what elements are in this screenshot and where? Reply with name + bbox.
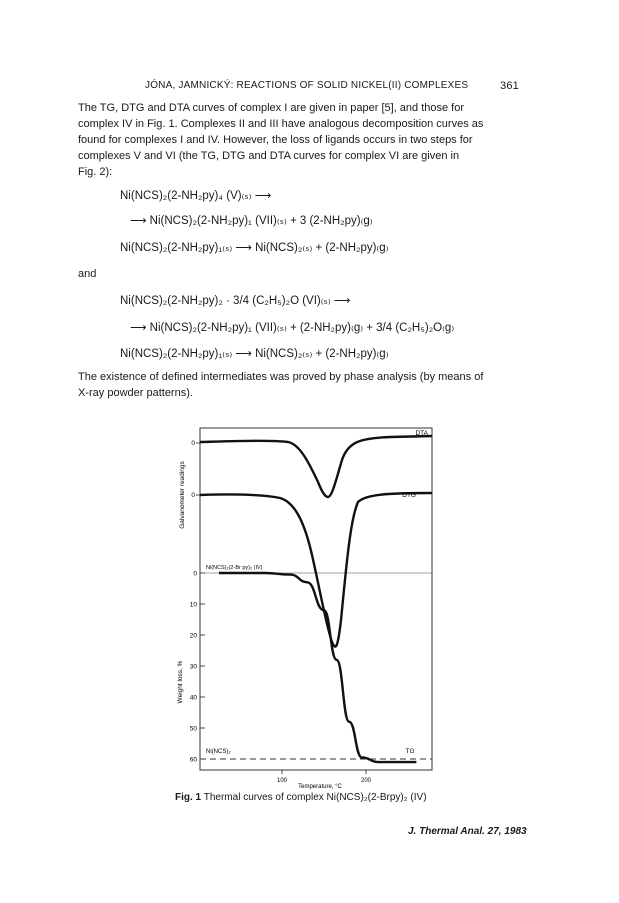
dta-curve (200, 436, 432, 497)
figure-caption-text: Thermal curves of complex Ni(NCS)₂(2-Brpy)₂ (IV) (203, 792, 427, 803)
dta-label: DTA (415, 430, 428, 437)
temperature-axis-tick-label: 200 (360, 778, 372, 784)
weight-axis-ticks (190, 570, 205, 763)
compound-label: Ni(NCS)₂(2-Br py)₂ (IV) (206, 565, 263, 571)
product-label: Ni(NCS)₂ (206, 749, 231, 755)
paragraph-intermediates (78, 369, 548, 401)
dta-zero-tick-label: 0 (191, 440, 195, 447)
equation-3: Ni(NCS)₂(2-NH₂py)₁₍ₛ₎ ⟶ Ni(NCS)₂₍ₛ₎ + (2-NH₂py)₍g₎ (120, 242, 389, 254)
journal-footer: J. Thermal Anal. 27, 1983 (408, 826, 527, 837)
paragraph-intro (78, 100, 548, 180)
tg-curve (219, 573, 416, 762)
tg-label: TG (405, 748, 415, 755)
weight-axis-label: Weight loss, % (177, 660, 184, 704)
temperature-axis-tick-label: 100 (276, 778, 288, 784)
text-line: complex IV in Fig. 1. Complexes II and III have analogous decomposition curves as (78, 118, 484, 130)
weight-axis-tick-label: 10 (189, 601, 197, 609)
dtg-zero-tick-label: 0 (191, 492, 195, 499)
equation-4: Ni(NCS)₂(2-NH₂py)₂ · 3/4 (C₂H₅)₂O (VI)₍ₛ₎ ⟶ (120, 295, 351, 307)
galvanometer-axis-label: Galvanometer readings (179, 461, 186, 529)
text-line: The TG, DTG and DTA curves of complex I are given in paper [5], and those for (78, 102, 464, 114)
text-line: complexes V and VI (the TG, DTG and DTA curves for complex VI are given in (78, 150, 460, 162)
weight-axis-tick-label: 60 (189, 756, 197, 764)
temperature-axis-ticks (277, 770, 372, 784)
figure-caption (175, 792, 427, 803)
figure-number: Fig. 1 (175, 792, 202, 803)
weight-axis-tick-label: 40 (189, 694, 197, 702)
equation-5: ⟶ Ni(NCS)₂(2-NH₂py)₁ (VII)₍ₛ₎ + (2-NH₂py)₍g₎ + 3/4 (C₂H₅)₂O₍g₎ (130, 322, 455, 334)
x-axis-label: Temperature, °C (298, 784, 342, 790)
thermal-curves-figure (170, 420, 450, 790)
connector-and: and (78, 268, 97, 280)
weight-axis-tick-label: 0 (193, 570, 197, 578)
equation-2: ⟶ Ni(NCS)₂(2-NH₂py)₁ (VII)₍ₛ₎ + 3 (2-NH₂py)₍g₎ (130, 215, 373, 227)
text-line: found for complexes I and IV. However, the loss of ligands occurs in two steps for (78, 134, 473, 146)
dtg-label: DTG (402, 492, 416, 499)
text-line: X-ray powder patterns). (78, 387, 193, 399)
page-number: 361 (500, 80, 519, 92)
text-line: The existence of defined intermediates was proved by phase analysis (by means of (78, 371, 484, 383)
weight-axis-tick-label: 30 (189, 663, 197, 671)
equation-1: Ni(NCS)₂(2-NH₂py)₄ (V)₍ₛ₎ ⟶ (120, 190, 272, 202)
text-line: Fig. 2): (78, 166, 113, 178)
weight-axis-tick-label: 20 (189, 632, 197, 640)
weight-axis-tick-label: 50 (189, 725, 197, 733)
equation-6: Ni(NCS)₂(2-NH₂py)₁₍ₛ₎ ⟶ Ni(NCS)₂₍ₛ₎ + (2-NH₂py)₍g₎ (120, 348, 389, 360)
running-title: JÓNA, JAMNICKÝ: REACTIONS OF SOLID NICKEL(II) COMPLEXES (145, 80, 469, 91)
